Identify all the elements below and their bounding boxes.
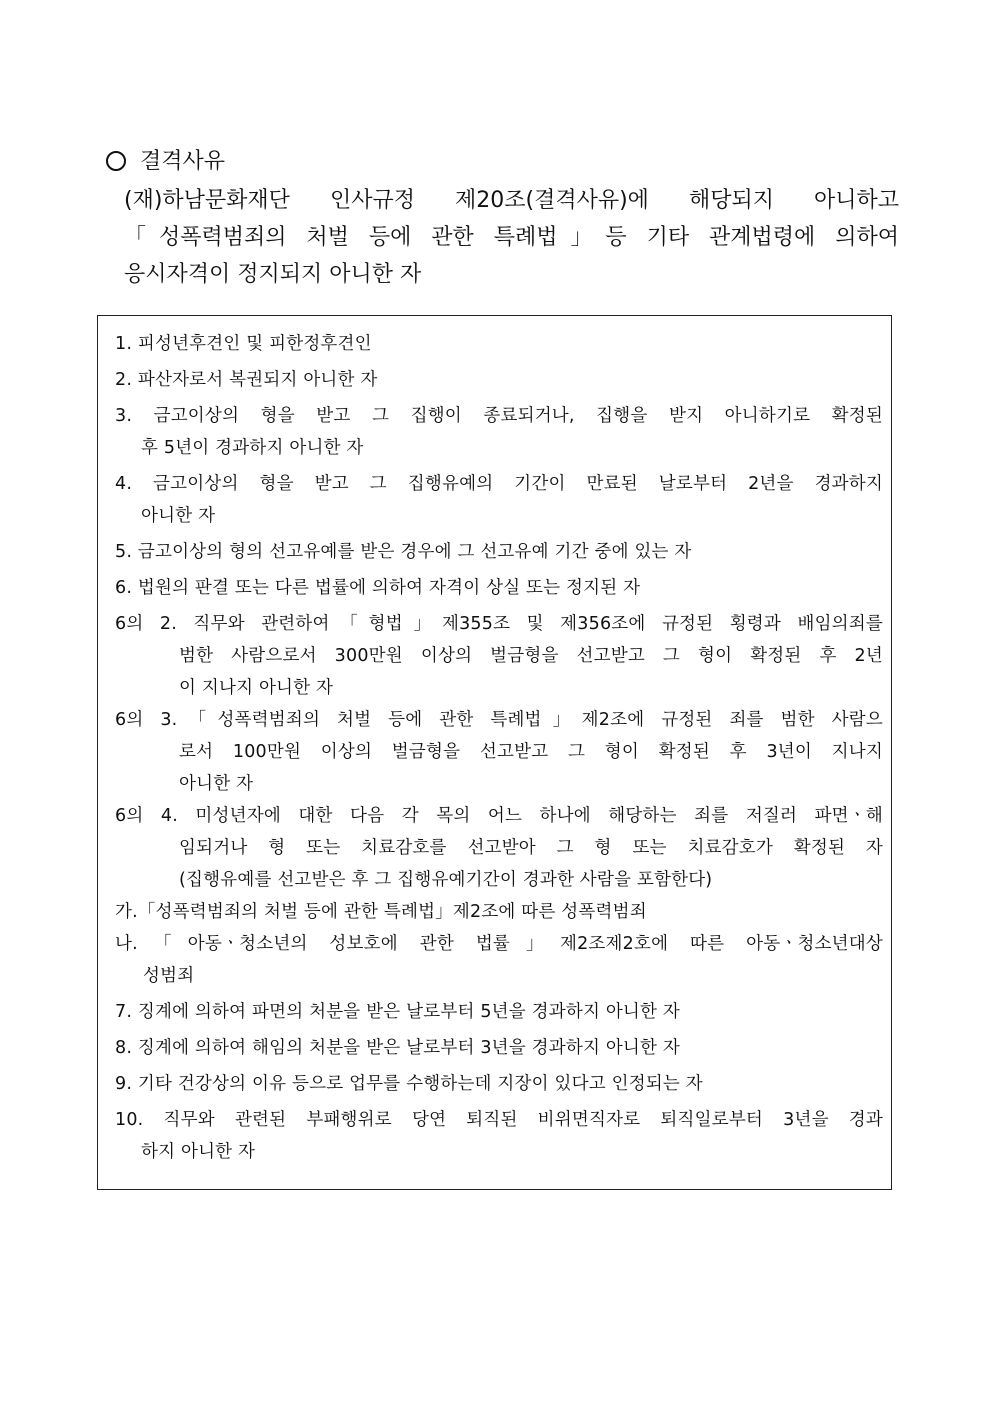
list-item-9 <box>115 1068 883 1100</box>
disqualification-list <box>115 328 883 1168</box>
list-subitem-na <box>115 928 883 992</box>
list-item-line: 6의 3.「성폭력범죄의 처벌 등에 관한 특례법」제2조에 규정된 죄를 범한 사람으 <box>115 710 883 730</box>
list-item-line: 아니한 자 <box>141 506 216 526</box>
list-item-line: 나.「아동ㆍ청소년의 성보호에 관한 법률」제2조제2호에 따른 아동ㆍ청소년대상 <box>115 934 883 954</box>
list-item-line: 6. 법원의 판결 또는 다른 법률에 의하여 자격이 상실 또는 정지된 자 <box>115 578 641 598</box>
list-item-line: 3. 금고이상의 형을 받고 그 집행이 종료되거나, 집행을 받지 아니하기로 확정된 <box>115 406 883 426</box>
list-item-line: 6의 2. 직무와 관련하여「형법」제355조 및 제356조에 규정된 횡령과 배임의죄를 <box>115 614 883 634</box>
list-item-4 <box>115 468 883 532</box>
disqualification-list-box <box>97 315 892 1190</box>
list-item-5 <box>115 536 883 568</box>
list-item-line: 아니한 자 <box>179 774 254 794</box>
section-heading-label: 결격사유 <box>140 149 226 174</box>
list-item-line: 4. 금고이상의 형을 받고 그 집행유예의 기간이 만료된 날로부터 2년을 경과하지 <box>115 474 883 494</box>
list-item-line: 이 지나지 아니한 자 <box>179 678 334 698</box>
list-item-7 <box>115 996 883 1028</box>
list-item-8 <box>115 1032 883 1064</box>
list-item-6-4 <box>115 800 883 896</box>
intro-paragraph <box>124 182 899 293</box>
list-item-line: 2. 파산자로서 복권되지 아니한 자 <box>115 370 378 390</box>
list-item-line: (집행유예를 선고받은 후 그 집행유예기간이 경과한 사람을 포함한다) <box>179 870 713 890</box>
list-item-line: 9. 기타 건강상의 이유 등으로 업무를 수행하는데 지장이 있다고 인정되는 자 <box>115 1074 703 1094</box>
list-item-line: 후 5년이 경과하지 아니한 자 <box>141 438 364 458</box>
list-item-line: 5. 금고이상의 형의 선고유예를 받은 경우에 그 선고유예 기간 중에 있는 자 <box>115 542 692 562</box>
list-item-line: 10. 직무와 관련된 부패행위로 당연 퇴직된 비위면직자로 퇴직일로부터 3년을 경과 <box>115 1110 883 1130</box>
list-item-line: 6의 4. 미성년자에 대한 다음 각 목의 어느 하나에 해당하는 죄를 저질러 파면ㆍ해 <box>115 806 883 826</box>
list-item-line: 7. 징계에 의하여 파면의 처분을 받은 날로부터 5년을 경과하지 아니한 자 <box>115 1002 680 1022</box>
list-item-6 <box>115 572 883 604</box>
list-item-line: 1. 피성년후견인 및 피한정후견인 <box>115 334 372 354</box>
list-item-line: 성범죄 <box>143 966 195 986</box>
list-subitem-ga <box>115 896 883 928</box>
intro-line: 「성폭력범죄의 처벌 등에 관한 특례법」등 기타 관계법령에 의하여 <box>124 225 899 250</box>
list-item-line: 범한 사람으로서 300만원 이상의 벌금형을 선고받고 그 형이 확정된 후 2년 <box>179 646 883 666</box>
list-item-3 <box>115 400 883 464</box>
list-item-6-3 <box>115 704 883 800</box>
list-item-2 <box>115 364 883 396</box>
intro-line: (재)하남문화재단 인사규정 제20조(결격사유)에 해당되지 아니하고 <box>124 188 899 213</box>
list-item-1 <box>115 328 883 360</box>
list-item-line: 로서 100만원 이상의 벌금형을 선고받고 그 형이 확정된 후 3년이 지나지 <box>179 742 883 762</box>
list-item-6-2 <box>115 608 883 704</box>
list-item-line: 가.「성폭력범죄의 처벌 등에 관한 특례법」제2조에 따른 성폭력범죄 <box>115 902 647 922</box>
intro-line: 응시자격이 정지되지 아니한 자 <box>124 262 422 287</box>
list-item-line: 하지 아니한 자 <box>141 1142 256 1162</box>
circle-bullet-icon <box>106 151 126 171</box>
list-item-10 <box>115 1104 883 1168</box>
list-item-line: 임되거나 형 또는 치료감호를 선고받아 그 형 또는 치료감호가 확정된 자 <box>179 838 883 858</box>
list-item-line: 8. 징계에 의하여 해임의 처분을 받은 날로부터 3년을 경과하지 아니한 자 <box>115 1038 680 1058</box>
section-heading <box>106 147 225 177</box>
